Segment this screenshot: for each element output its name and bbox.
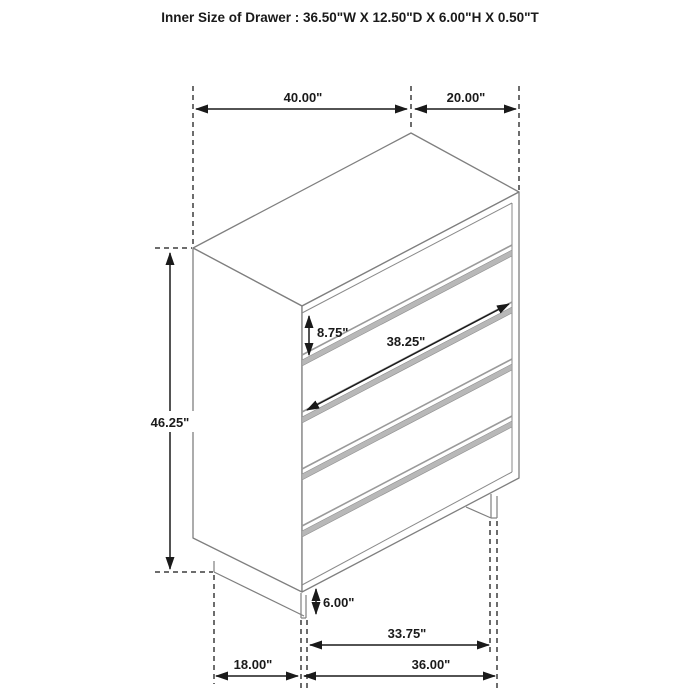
dim-floor-front-width [304,657,495,676]
dim-overall-height [144,253,196,569]
overall-height-label: 46.25" [150,415,190,430]
diagram-title: Inner Size of Drawer : 36.50"W X 12.50"D X 6.00"H X 0.50"T [161,10,539,25]
floor-side-depth-label: 18.00" [233,657,273,672]
floor-front-width-label: 36.00" [411,657,451,672]
overall-width-label: 40.00" [283,90,323,105]
base-front-span-label: 33.75" [387,626,427,641]
dim-leg-height [316,589,354,614]
leg-height-label: 6.00" [323,595,355,610]
dim-base-front-span [310,626,489,645]
overall-depth-label: 20.00" [446,90,486,105]
drawer-width-label: 38.25" [386,334,426,349]
left-face [193,248,302,592]
dim-floor-side-depth [216,657,298,676]
top-drawer-height-label: 8.75" [317,325,349,340]
cabinet [193,133,519,618]
dim-overall-width [196,90,407,109]
dim-overall-depth [415,90,516,109]
